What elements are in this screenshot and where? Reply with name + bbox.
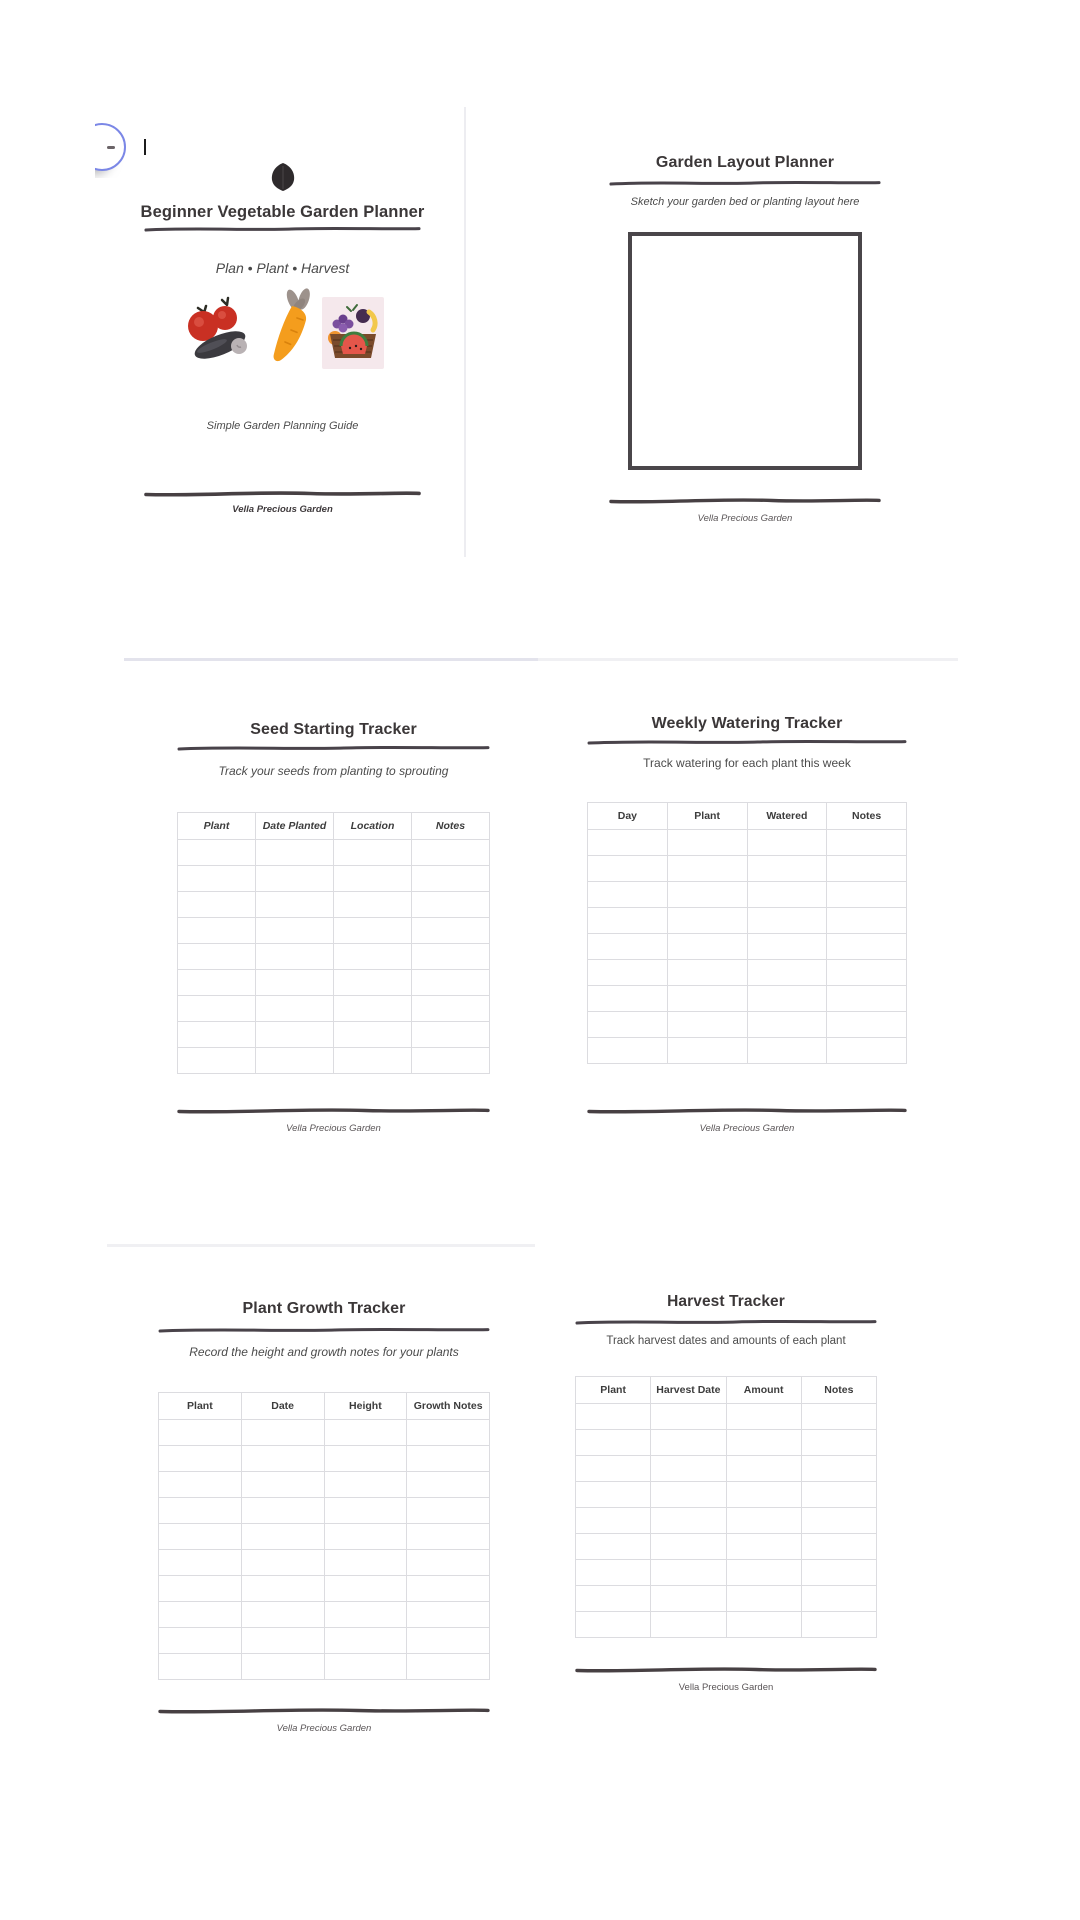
empty-cell: [159, 1628, 242, 1654]
table-row: [588, 908, 907, 934]
empty-cell: [178, 840, 256, 866]
empty-cell: [159, 1446, 242, 1472]
empty-cell: [412, 892, 490, 918]
empty-cell: [588, 882, 668, 908]
empty-cell: [747, 986, 827, 1012]
column-header: Height: [324, 1393, 407, 1420]
empty-cell: [801, 1560, 876, 1586]
page-subtitle: Sketch your garden bed or planting layout here: [630, 196, 860, 208]
page-subtitle: Track your seeds from planting to sprouting: [218, 764, 449, 778]
empty-cell: [178, 1048, 256, 1074]
page-cover[interactable]: [125, 120, 440, 516]
empty-cell: [726, 1586, 801, 1612]
page-seed-tracker[interactable]: [177, 705, 490, 1135]
page-title: Seed Starting Tracker: [250, 721, 417, 738]
hand-drawn-footer-line: [158, 1706, 490, 1715]
column-header: Plant: [667, 803, 747, 830]
hand-drawn-underline: [587, 738, 907, 746]
table-row: [159, 1498, 490, 1524]
column-header: Day: [588, 803, 668, 830]
empty-cell: [241, 1498, 324, 1524]
table-header-row: [576, 1377, 877, 1404]
empty-cell: [178, 970, 256, 996]
empty-cell: [588, 986, 668, 1012]
table-row: [576, 1404, 877, 1430]
empty-cell: [241, 1602, 324, 1628]
table-row: [178, 1022, 490, 1048]
empty-cell: [588, 1012, 668, 1038]
empty-cell: [334, 840, 412, 866]
empty-cell: [256, 1022, 334, 1048]
empty-cell: [159, 1472, 242, 1498]
empty-cell: [651, 1430, 726, 1456]
empty-cell: [667, 882, 747, 908]
page-title: Weekly Watering Tracker: [651, 715, 843, 732]
empty-cell: [159, 1550, 242, 1576]
page-harvest-tracker[interactable]: [575, 1280, 877, 1694]
brand-footer: Vella Precious Garden: [276, 1723, 372, 1734]
column-header: Notes: [412, 813, 490, 840]
table-header-row: [588, 803, 907, 830]
empty-cell: [667, 830, 747, 856]
empty-cell: [324, 1420, 407, 1446]
empty-cell: [667, 986, 747, 1012]
cover-caption: Simple Garden Planning Guide: [206, 420, 359, 432]
empty-cell: [667, 1038, 747, 1064]
column-header: Plant: [159, 1393, 242, 1420]
page-growth-tracker[interactable]: [158, 1285, 490, 1735]
add-button[interactable]: [95, 120, 129, 178]
table-row: [159, 1550, 490, 1576]
column-header: Notes: [827, 803, 907, 830]
empty-cell: [407, 1446, 490, 1472]
table-row: [576, 1534, 877, 1560]
table-header-row: [159, 1393, 490, 1420]
empty-cell: [588, 856, 668, 882]
table-header-row: [178, 813, 490, 840]
table-row: [576, 1482, 877, 1508]
empty-cell: [178, 918, 256, 944]
empty-cell: [801, 1430, 876, 1456]
cover-stickers: [125, 293, 440, 369]
empty-cell: [827, 830, 907, 856]
empty-cell: [241, 1524, 324, 1550]
empty-cell: [159, 1524, 242, 1550]
tomato-eggplant-sticker: [182, 296, 254, 369]
empty-cell: [827, 986, 907, 1012]
empty-cell: [334, 866, 412, 892]
empty-cell: [241, 1472, 324, 1498]
hand-drawn-underline: [144, 225, 421, 233]
empty-cell: [407, 1654, 490, 1680]
empty-cell: [667, 934, 747, 960]
empty-cell: [241, 1654, 324, 1680]
hand-drawn-underline: [575, 1318, 877, 1326]
harvest-table: [575, 1376, 877, 1638]
empty-cell: [667, 1012, 747, 1038]
empty-cell: [576, 1560, 651, 1586]
table-row: [588, 856, 907, 882]
page-title: Beginner Vegetable Garden Planner: [140, 203, 425, 221]
empty-cell: [324, 1654, 407, 1680]
table-row: [576, 1456, 877, 1482]
empty-cell: [576, 1456, 651, 1482]
empty-cell: [576, 1612, 651, 1638]
empty-cell: [827, 1012, 907, 1038]
empty-cell: [747, 882, 827, 908]
empty-cell: [407, 1498, 490, 1524]
empty-cell: [576, 1482, 651, 1508]
empty-cell: [334, 1022, 412, 1048]
empty-cell: [747, 934, 827, 960]
empty-cell: [588, 934, 668, 960]
empty-cell: [241, 1420, 324, 1446]
empty-cell: [241, 1576, 324, 1602]
empty-cell: [588, 908, 668, 934]
empty-cell: [256, 944, 334, 970]
empty-cell: [334, 918, 412, 944]
empty-cell: [651, 1508, 726, 1534]
column-header: Growth Notes: [407, 1393, 490, 1420]
cover-tagline: Plan • Plant • Harvest: [215, 260, 350, 276]
page-watering-tracker[interactable]: [587, 700, 907, 1135]
brand-footer: Vella Precious Garden: [678, 1682, 774, 1693]
table-row: [159, 1472, 490, 1498]
table-row: [178, 918, 490, 944]
table-row: [178, 996, 490, 1022]
table-row: [576, 1612, 877, 1638]
dash-icon: [107, 146, 115, 149]
watering-table: [587, 802, 907, 1064]
empty-cell: [412, 996, 490, 1022]
empty-cell: [334, 970, 412, 996]
empty-cell: [334, 1048, 412, 1074]
empty-cell: [827, 934, 907, 960]
table-row: [588, 986, 907, 1012]
empty-cell: [747, 1038, 827, 1064]
sketch-box[interactable]: [628, 232, 862, 470]
empty-cell: [324, 1602, 407, 1628]
empty-cell: [651, 1534, 726, 1560]
brand-footer: Vella Precious Garden: [232, 504, 333, 515]
empty-cell: [324, 1498, 407, 1524]
table-row: [159, 1524, 490, 1550]
empty-cell: [256, 892, 334, 918]
empty-cell: [178, 866, 256, 892]
table-row: [588, 1012, 907, 1038]
empty-cell: [801, 1612, 876, 1638]
empty-cell: [588, 830, 668, 856]
empty-cell: [801, 1586, 876, 1612]
empty-cell: [334, 944, 412, 970]
empty-cell: [801, 1404, 876, 1430]
empty-cell: [256, 840, 334, 866]
hand-drawn-footer-line: [177, 1106, 490, 1115]
page-subtitle: Track watering for each plant this week: [643, 756, 851, 770]
empty-cell: [178, 944, 256, 970]
table-row: [159, 1654, 490, 1680]
leaf-icon: [269, 162, 297, 192]
table-row: [178, 970, 490, 996]
empty-cell: [667, 856, 747, 882]
empty-cell: [651, 1482, 726, 1508]
empty-cell: [412, 970, 490, 996]
empty-cell: [407, 1524, 490, 1550]
table-row: [159, 1420, 490, 1446]
empty-cell: [588, 960, 668, 986]
empty-cell: [667, 908, 747, 934]
empty-cell: [801, 1456, 876, 1482]
empty-cell: [334, 996, 412, 1022]
empty-cell: [726, 1508, 801, 1534]
empty-cell: [827, 882, 907, 908]
empty-cell: [726, 1534, 801, 1560]
table-row: [588, 1038, 907, 1064]
empty-cell: [159, 1420, 242, 1446]
empty-cell: [576, 1430, 651, 1456]
table-row: [588, 830, 907, 856]
empty-cell: [726, 1404, 801, 1430]
empty-cell: [827, 856, 907, 882]
empty-cell: [324, 1550, 407, 1576]
empty-cell: [801, 1534, 876, 1560]
brand-footer: Vella Precious Garden: [697, 513, 793, 524]
empty-cell: [241, 1628, 324, 1654]
table-row: [588, 960, 907, 986]
empty-cell: [159, 1654, 242, 1680]
page-divider-vertical: [464, 107, 466, 557]
hand-drawn-footer-line: [587, 1106, 907, 1115]
page-title: Harvest Tracker: [667, 1293, 785, 1310]
empty-cell: [159, 1602, 242, 1628]
empty-cell: [256, 866, 334, 892]
empty-cell: [241, 1446, 324, 1472]
hand-drawn-underline: [609, 179, 881, 187]
column-header: Watered: [747, 803, 827, 830]
empty-cell: [747, 830, 827, 856]
empty-cell: [324, 1524, 407, 1550]
column-header: Notes: [801, 1377, 876, 1404]
page-divider-horizontal: [124, 658, 538, 661]
page-divider-horizontal: [107, 1244, 535, 1247]
empty-cell: [726, 1482, 801, 1508]
page-garden-layout[interactable]: [600, 140, 890, 525]
empty-cell: [324, 1472, 407, 1498]
empty-cell: [407, 1628, 490, 1654]
empty-cell: [576, 1508, 651, 1534]
table-row: [576, 1586, 877, 1612]
page-subtitle: Record the height and growth notes for your plants: [189, 1345, 459, 1359]
empty-cell: [241, 1550, 324, 1576]
page-divider-horizontal: [538, 658, 958, 661]
empty-cell: [256, 996, 334, 1022]
empty-cell: [412, 1048, 490, 1074]
column-header: Date: [241, 1393, 324, 1420]
empty-cell: [412, 866, 490, 892]
table-row: [178, 866, 490, 892]
table-row: [178, 840, 490, 866]
table-row: [159, 1628, 490, 1654]
column-header: Location: [334, 813, 412, 840]
column-header: Harvest Date: [651, 1377, 726, 1404]
empty-cell: [651, 1456, 726, 1482]
hand-drawn-footer-line: [144, 489, 421, 498]
brand-footer: Vella Precious Garden: [699, 1123, 795, 1134]
empty-cell: [651, 1612, 726, 1638]
empty-cell: [178, 892, 256, 918]
empty-cell: [801, 1508, 876, 1534]
carrot-sticker: [261, 288, 315, 369]
column-header: Amount: [726, 1377, 801, 1404]
empty-cell: [667, 960, 747, 986]
hand-drawn-underline: [177, 744, 490, 752]
seed-table: [177, 812, 490, 1074]
empty-cell: [651, 1586, 726, 1612]
empty-cell: [412, 1022, 490, 1048]
table-row: [576, 1560, 877, 1586]
table-row: [178, 892, 490, 918]
column-header: Date Planted: [256, 813, 334, 840]
table-row: [576, 1430, 877, 1456]
empty-cell: [827, 960, 907, 986]
empty-cell: [588, 1038, 668, 1064]
empty-cell: [576, 1586, 651, 1612]
table-row: [588, 882, 907, 908]
empty-cell: [576, 1404, 651, 1430]
empty-cell: [651, 1560, 726, 1586]
empty-cell: [407, 1472, 490, 1498]
table-row: [576, 1508, 877, 1534]
page-title: Garden Layout Planner: [655, 154, 835, 171]
empty-cell: [726, 1430, 801, 1456]
fruit-basket-sticker: [322, 297, 384, 369]
empty-cell: [412, 944, 490, 970]
growth-table: [158, 1392, 490, 1680]
empty-cell: [412, 840, 490, 866]
page-title: Plant Growth Tracker: [242, 1300, 406, 1317]
table-row: [588, 934, 907, 960]
hand-drawn-footer-line: [575, 1665, 877, 1674]
empty-cell: [407, 1576, 490, 1602]
empty-cell: [407, 1602, 490, 1628]
table-row: [159, 1602, 490, 1628]
empty-cell: [576, 1534, 651, 1560]
empty-cell: [324, 1576, 407, 1602]
empty-cell: [256, 918, 334, 944]
brand-footer: Vella Precious Garden: [286, 1123, 381, 1134]
table-row: [159, 1576, 490, 1602]
empty-cell: [334, 892, 412, 918]
empty-cell: [726, 1612, 801, 1638]
empty-cell: [747, 1012, 827, 1038]
empty-cell: [827, 908, 907, 934]
table-row: [178, 944, 490, 970]
empty-cell: [801, 1482, 876, 1508]
page-subtitle: Track harvest dates and amounts of each plant: [606, 1335, 846, 1347]
empty-cell: [159, 1498, 242, 1524]
empty-cell: [407, 1420, 490, 1446]
column-header: Plant: [576, 1377, 651, 1404]
empty-cell: [178, 996, 256, 1022]
empty-cell: [412, 918, 490, 944]
empty-cell: [324, 1446, 407, 1472]
table-row: [159, 1446, 490, 1472]
empty-cell: [407, 1550, 490, 1576]
empty-cell: [256, 1048, 334, 1074]
empty-cell: [178, 1022, 256, 1048]
column-header: Plant: [178, 813, 256, 840]
hand-drawn-underline: [158, 1326, 490, 1334]
empty-cell: [651, 1404, 726, 1430]
empty-cell: [747, 856, 827, 882]
empty-cell: [324, 1628, 407, 1654]
empty-cell: [747, 960, 827, 986]
empty-cell: [827, 1038, 907, 1064]
hand-drawn-footer-line: [609, 496, 881, 505]
empty-cell: [256, 970, 334, 996]
table-row: [178, 1048, 490, 1074]
empty-cell: [159, 1576, 242, 1602]
empty-cell: [726, 1560, 801, 1586]
empty-cell: [726, 1456, 801, 1482]
empty-cell: [747, 908, 827, 934]
